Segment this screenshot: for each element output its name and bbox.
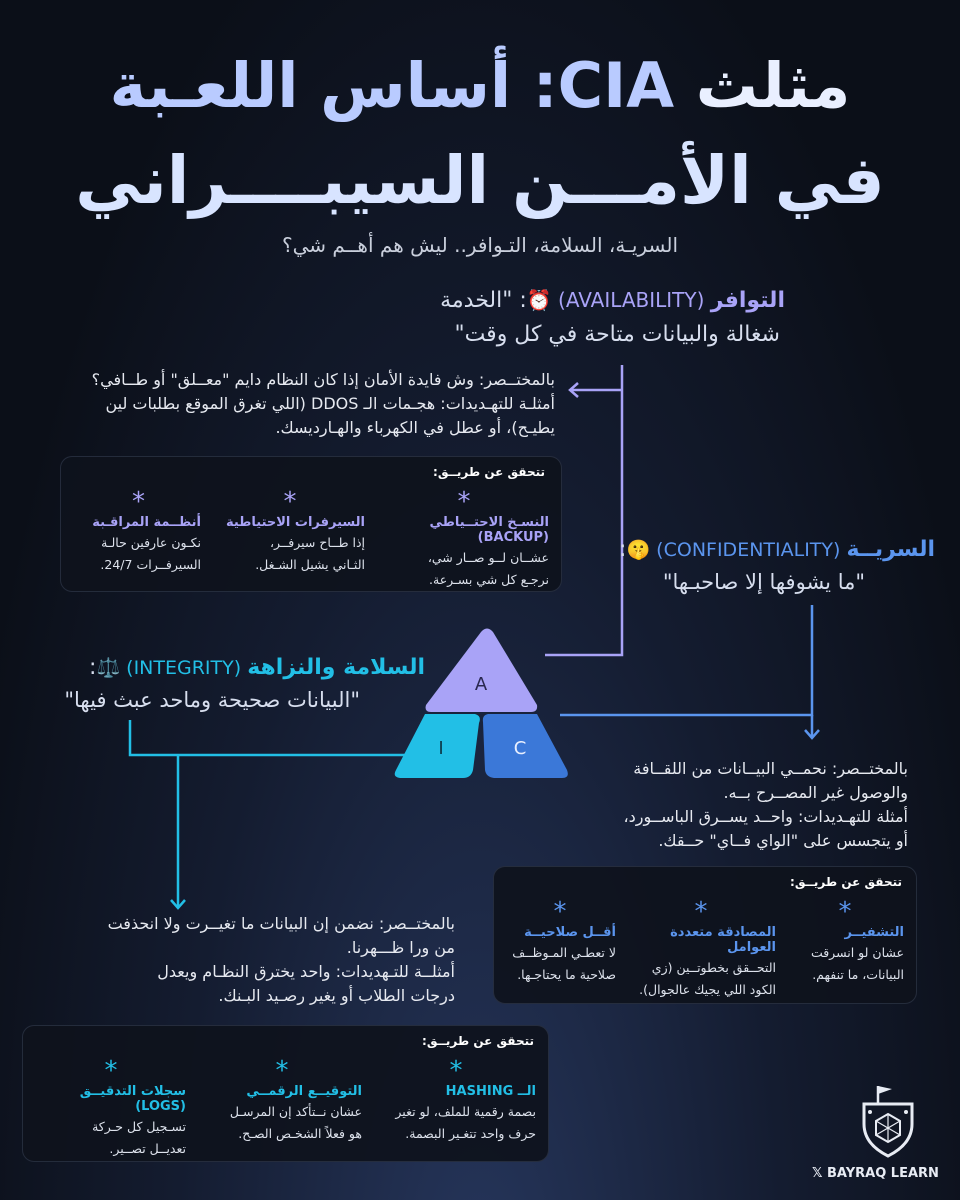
triangle-label-a: A: [474, 674, 488, 695]
asterisk-icon: *: [694, 897, 708, 927]
method-desc: نرجـع كل شي بسـرعة.: [429, 572, 549, 588]
title-part: مثلث: [674, 49, 851, 122]
integrity-colon: :: [89, 655, 97, 680]
method-desc: إذا طــاح سيرفــر،: [270, 535, 365, 550]
title-part-cia: CIA:: [532, 49, 675, 122]
triangle-label-c: C: [513, 738, 527, 759]
brand-label: [812, 1166, 939, 1181]
confidentiality-summary-line: أمثلة للتهـديدات: واحــد يســرق الباســورد،: [623, 807, 908, 826]
integrity-summary-line: بالمختــصر: نضمن إن البيانات ما تغيــرت ولا انحذفت: [107, 914, 455, 933]
triangle-label-i: I: [438, 738, 444, 759]
availability-box-title: تتحقق عن طريــق:: [433, 465, 545, 479]
method-desc: حرف واحد تتغـير البصمة.: [405, 1126, 536, 1142]
confidentiality-connector: [560, 605, 812, 715]
method-title: المصادقة متعددة العوامل: [670, 925, 776, 955]
method-desc: بصمة رقمية للملف، لو تغير: [395, 1104, 536, 1119]
triangle-a-segment: [426, 629, 538, 713]
shushing-face-icon: 🤫: [626, 539, 651, 561]
availability-summary: [15, 368, 555, 440]
confidentiality-colon: :: [619, 537, 627, 562]
confidentiality-methods-box: [493, 866, 917, 1004]
asterisk-icon: *: [449, 1056, 463, 1086]
triangle-i-segment: [395, 714, 480, 778]
integrity-summary-line: من ورا ظـــهرنا.: [346, 938, 455, 957]
method-title: النسـخ الاحتــياطي (BACKUP): [429, 515, 549, 545]
integrity-title: السلامة والنزاهة: [247, 655, 425, 680]
method-mfa: [626, 897, 776, 1000]
integrity-box-title: تتحقق عن طريــق:: [422, 1034, 534, 1048]
integrity-summary: [15, 912, 455, 1008]
method-desc: التحــقق بخطوتــين (زي: [651, 960, 776, 975]
method-desc: تعديــل تصــير.: [109, 1141, 186, 1157]
method-encryption: [786, 897, 904, 985]
integrity-quote: "البيانات صحيحة وماحد عبث فيها": [64, 688, 360, 712]
availability-quote-1: "الخدمة: [440, 288, 513, 313]
page-title-line-2: في الأمـــن السيبــــراني: [75, 142, 885, 219]
method-desc: تسـجيل كل حـركة: [92, 1119, 186, 1134]
asterisk-icon: *: [104, 1056, 118, 1086]
method-title: السيرفرات الاحتياطية: [225, 515, 365, 530]
method-desc: صلاحية ما يحتاجـها.: [517, 967, 616, 983]
asterisk-icon: *: [132, 487, 145, 517]
asterisk-icon: *: [457, 487, 471, 517]
method-title: الــ HASHING: [445, 1084, 536, 1099]
availability-en: (AVAILABILITY): [551, 288, 711, 312]
title-part: أساس اللعـبة: [109, 49, 533, 122]
confidentiality-en: (CONFIDENTIALITY): [650, 539, 847, 561]
method-desc: الكود اللي يجيك عالجوال).: [639, 982, 776, 998]
confidentiality-summary-line: بالمختــصر: نحمــي البيــانات من اللقــافة: [633, 759, 908, 778]
bayraq-logo-icon: [848, 1080, 928, 1160]
method-desc: لا تعطـي المـوظــف: [512, 945, 616, 960]
confidentiality-summary-line: والوصول غير المصــرح بــه.: [723, 783, 908, 802]
method-monitoring: [76, 487, 201, 575]
availability-quote-2: شغالة والبيانات متاحة في كل وقت": [454, 322, 780, 347]
asterisk-icon: *: [553, 897, 567, 927]
integrity-connector: [130, 720, 405, 755]
confidentiality-summary-line: أو يتجسس على "الواي فــاي" حــقك.: [658, 831, 908, 850]
availability-methods-box: [60, 456, 562, 592]
integrity-summary-line: أمثلــة للتـهديدات: واحد يخترق النظـام ويعدل: [157, 962, 455, 981]
confidentiality-title: السريــة: [846, 537, 935, 562]
method-desc: نكـون عارفين حالـة: [101, 535, 201, 550]
method-desc: هو فعلاً الشخـص الصـح.: [238, 1126, 362, 1142]
method-desc: الثـاني يشيل الشـغل.: [255, 557, 365, 573]
method-desc: عشان نــتأكد إن المرسـل: [229, 1104, 362, 1119]
method-title: أقــل صلاحيــة: [524, 925, 616, 940]
asterisk-icon: *: [283, 487, 297, 517]
method-desc: عشــان لــو صــار شي،: [427, 550, 549, 565]
availability-heading: [265, 288, 785, 313]
availability-colon: :: [512, 288, 527, 313]
method-digital-signature: [202, 1056, 362, 1144]
integrity-summary-line: درجات الطلاب أو يغير رصـيد البـنك.: [218, 986, 455, 1005]
method-title: سجلات التدقيــق (LOGS): [79, 1084, 186, 1114]
integrity-heading: [5, 655, 425, 680]
page-subtitle: السريـة، السلامة، التـوافر.. ليش هم أهــم شي؟: [282, 233, 678, 257]
method-desc: البيانات، ما تنفهم.: [812, 967, 904, 983]
confidentiality-summary: [488, 757, 908, 853]
method-desc: السيرفــرات 24/7.: [100, 557, 201, 573]
alarm-clock-icon: ⏰: [526, 288, 552, 312]
integrity-en: (INTEGRITY): [120, 657, 248, 679]
x-logo-icon: 𝕏: [812, 1166, 823, 1181]
confidentiality-heading: [515, 537, 935, 562]
asterisk-icon: *: [275, 1056, 289, 1086]
method-title: التشفيــر: [844, 925, 904, 940]
confidentiality-quote: "ما يشوفها إلا صاحبـها": [662, 570, 865, 594]
method-title: أنظــمة المراقـبة: [92, 515, 201, 530]
availability-title: التوافر: [710, 288, 785, 313]
availability-summary-line: يطيـح)، أو عطل في الكهرباء والهـارديسك.: [275, 418, 555, 437]
brand-name: BAYRAQ LEARN: [827, 1166, 939, 1181]
confidentiality-box-title: تتحقق عن طريــق:: [790, 875, 902, 889]
balance-scale-icon: ⚖️: [96, 657, 121, 679]
method-redundant-servers: [215, 487, 365, 575]
method-audit-logs: [36, 1056, 186, 1159]
availability-summary-line: بالمختــصر: وش فايدة الأمان إذا كان النظام دايم "معــلق" أو طــافي؟: [91, 370, 555, 389]
method-desc: عشان لو انسرقت: [810, 945, 904, 960]
asterisk-icon: *: [838, 897, 852, 927]
method-hashing: [376, 1056, 536, 1144]
method-title: التوقيــع الرقمــي: [246, 1084, 362, 1099]
availability-summary-line: أمثلـة للتهـديدات: هجـمات الـ DDOS (اللي تغرق الموقع بطلبات لين: [105, 394, 555, 413]
integrity-methods-box: [22, 1025, 549, 1162]
method-least-privilege: [504, 897, 616, 985]
